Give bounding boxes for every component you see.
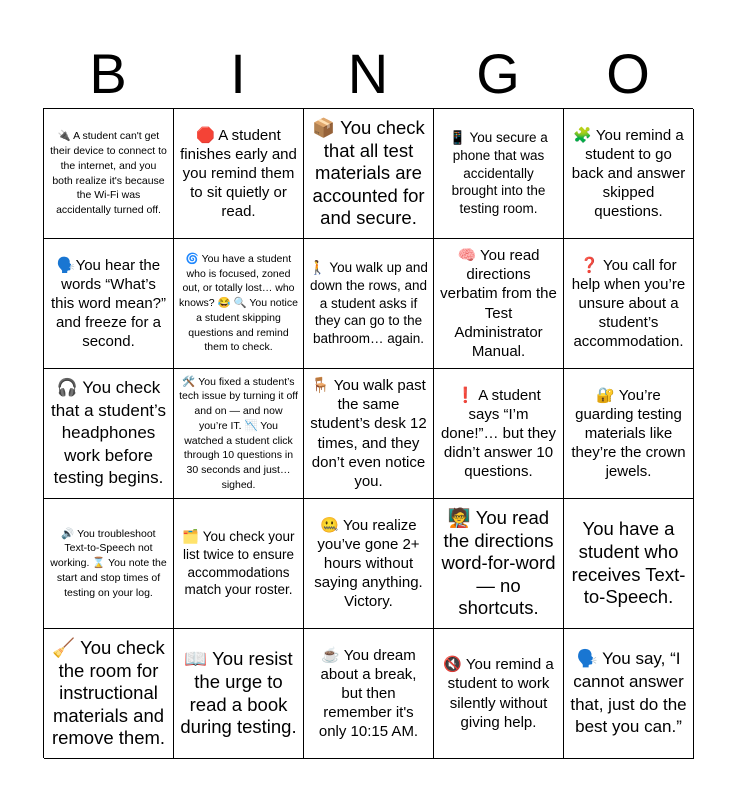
- bingo-cell[interactable]: 🎧 You check that a student’s headphones work before testing begins.: [44, 369, 174, 499]
- bingo-cell[interactable]: 🛠️ You fixed a student’s tech issue by turning it off and on — and now you’re IT. 📉 You watched a student click through 10 questions in 30 seconds and just… sighed.: [174, 369, 304, 499]
- bingo-cell[interactable]: 🧑‍🏫 You read the directions word-for-word — no shortcuts.: [434, 499, 564, 629]
- bingo-cell[interactable]: 🔇 You remind a student to work silently without giving help.: [434, 629, 564, 759]
- bingo-cell[interactable]: 🧠 You read directions verbatim from the Test Administrator Manual.: [434, 239, 564, 369]
- bingo-cell[interactable]: 📱 You secure a phone that was accidentally brought into the testing room.: [434, 109, 564, 239]
- header-letter-g: G: [476, 42, 520, 105]
- header-letter-b: B: [89, 42, 127, 105]
- bingo-cell[interactable]: 🌀 You have a student who is focused, zoned out, or totally lost… who knows? 😂 🔍 You notice a student skipping questions and remind them to check.: [174, 239, 304, 369]
- header-letter-i: I: [230, 42, 246, 105]
- bingo-cell[interactable]: 🗂️ You check your list twice to ensure accommodations match your roster.: [174, 499, 304, 629]
- bingo-cell[interactable]: 🗣️You hear the words “What’s this word mean?” and freeze for a second.: [44, 239, 174, 369]
- bingo-cell[interactable]: You have a student who receives Text-to-Speech.: [564, 499, 694, 629]
- bingo-cell[interactable]: 📦 You check that all test materials are accounted for and secure.: [304, 109, 434, 239]
- bingo-header: [43, 38, 693, 108]
- bingo-cell[interactable]: 🧩 You remind a student to go back and answer skipped questions.: [564, 109, 694, 239]
- header-letter-o: O: [606, 42, 650, 105]
- bingo-cell[interactable]: ☕ You dream about a break, but then remember it's only 10:15 AM.: [304, 629, 434, 759]
- bingo-cell[interactable]: 📖 You resist the urge to read a book during testing.: [174, 629, 304, 759]
- bingo-cell[interactable]: 🚶 You walk up and down the rows, and a student asks if they can go to the bathroom… again.: [304, 239, 434, 369]
- bingo-cell[interactable]: 🔊 You troubleshoot Text-to-Speech not working. ⌛ You note the start and stop times of testing on your log.: [44, 499, 174, 629]
- bingo-cell[interactable]: 🗣️ You say, “I cannot answer that, just do the best you can.”: [564, 629, 694, 759]
- bingo-cell[interactable]: ❗ A student says “I’m done!”… but they didn’t answer 10 questions.: [434, 369, 564, 499]
- bingo-cell[interactable]: 🪑 You walk past the same student’s desk 12 times, and they don’t even notice you.: [304, 369, 434, 499]
- bingo-cell[interactable]: 🛑 A student finishes early and you remind them to sit quietly or read.: [174, 109, 304, 239]
- bingo-board: [43, 108, 693, 758]
- bingo-cell[interactable]: 🧹 You check the room for instructional materials and remove them.: [44, 629, 174, 759]
- bingo-cell[interactable]: 🔌 A student can't get their device to connect to the internet, and you both realize it's because the Wi-Fi was accidentally turned off.: [44, 109, 174, 239]
- bingo-cell[interactable]: 🤐 You realize you’ve gone 2+ hours without saying anything. Victory.: [304, 499, 434, 629]
- bingo-cell[interactable]: 🔐 You’re guarding testing materials like they’re the crown jewels.: [564, 369, 694, 499]
- header-letter-n: N: [347, 42, 389, 105]
- bingo-cell[interactable]: ❓ You call for help when you’re unsure about a student’s accommodation.: [564, 239, 694, 369]
